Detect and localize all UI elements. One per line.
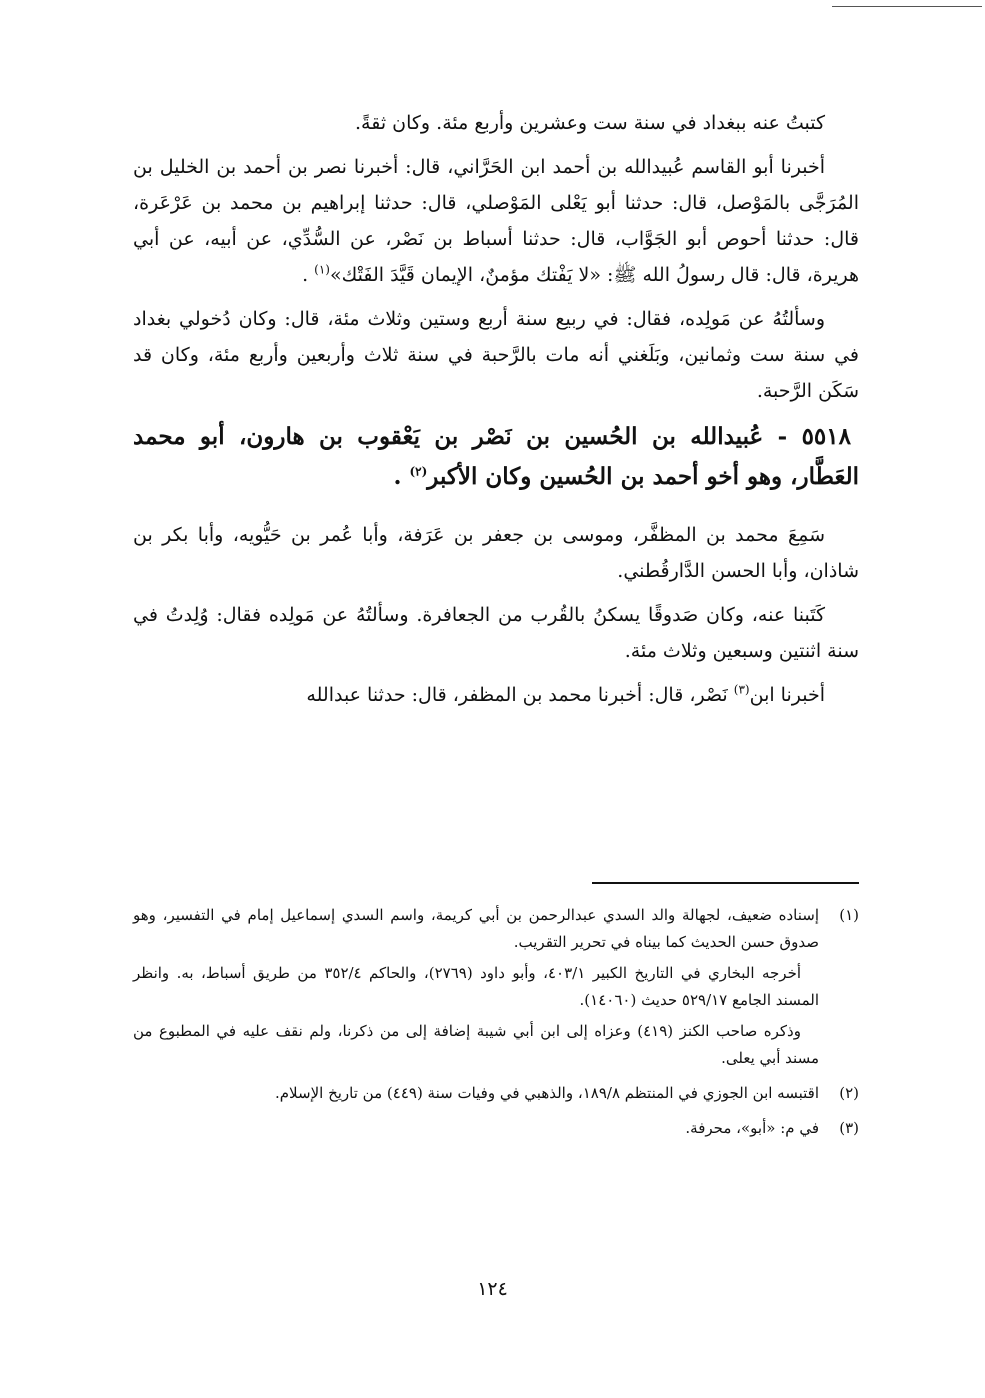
footnote-number: (١) <box>839 906 859 924</box>
footnote-paragraph: وذكره صاحب الكنز (٤١٩) وعزاه إلى ابن أبي شيبة إضافة إلى من ذكرنا، ولم نقف عليه في المطبوع من مسند أبي يعلى. <box>133 1022 819 1067</box>
entry-heading-text: ٥٥١٨ - عُبيدالله بن الحُسين بن نَصْر بن يَعْقوب بن هارون، أبو محمد العَطَّار، وهو أخو أحمد بن الحُسين وكان الأكبر <box>133 423 859 490</box>
paragraph-4: سَمِعَ محمد بن المظفَّر، وموسى بن جعفر بن عَرَفة، وأبا عُمر بن حَيُّويه، وأبا بكر بن شاذان، وأبا الحسن الدَّارقُطني. <box>133 524 859 582</box>
footnote-body <box>133 902 819 1076</box>
paragraph-1: كتبتُ عنه ببغداد في سنة ست وعشرين وأربع مئة. وكان ثقةً. <box>354 112 825 134</box>
footnote-2 <box>133 1080 859 1111</box>
paragraph-5: كَتَبنا عنه، وكان صَدوقًا يسكنُ بالقُرب من الجعافرة. وسألتُهُ عن مَولِده فقال: وُلِدتُ في سنة اثنتين وسبعين وثلاث مئة. <box>133 604 859 662</box>
entry-heading <box>133 417 859 497</box>
footnote-ref-3[interactable]: (٣) <box>733 682 750 697</box>
main-text <box>133 105 859 721</box>
footnote-paragraph: أخرجه البخاري في التاريخ الكبير ٤٠٣/١، وأبو داود (٢٧٦٩)، والحاكم ٣٥٢/٤ من طريق أسباط، به. وانظر المسند الجامع ٥٢٩/١٧ حديث (١٤٠٦٠). <box>133 964 819 1009</box>
page-number: ١٢٤ <box>477 1278 508 1300</box>
footnote-paragraph: في م: «أبو»، محرفة. <box>685 1119 819 1137</box>
footnote-number: (٢) <box>839 1084 859 1102</box>
footnote-1 <box>133 902 859 1076</box>
footnote-number: (٣) <box>839 1119 859 1137</box>
paragraph-6-rest: نَصْر، قال: أخبرنا محمد بن المظفر، قال: حدثنا عبدالله <box>306 684 728 706</box>
footnotes <box>133 902 859 1150</box>
footnote-separator <box>592 882 859 884</box>
footnote-body <box>133 1115 819 1146</box>
paragraph-3: وسألتُهُ عن مَولِده، فقال: في ربيع سنة أربع وستين وثلاث مئة، قال: وكان دُخولي بغداد في سنة ست وثمانين، وبَلَغني أنه مات بالرَّحبة في سنة ثلاث وأربعين وأربع مئة، وكان قد سَكَن الرَّحبة. <box>133 308 859 402</box>
entry-heading-end: . <box>393 463 402 490</box>
footnote-ref-1[interactable]: (١) <box>314 262 330 277</box>
paragraph-2 <box>133 149 859 293</box>
paragraph-6 <box>133 677 859 713</box>
footnote-ref-2[interactable]: (٢) <box>409 464 428 479</box>
footnote-paragraph: إسناده ضعيف، لجهالة والد السدي عبدالرحمن بن أبي كريمة، واسم السدي إسماعيل إمام في التفسير، وهو صدوق حسن الحديث كما بيناه في تحرير التقريب. <box>133 906 819 951</box>
footnote-3 <box>133 1115 859 1146</box>
paragraph-2-end: . <box>302 264 309 286</box>
paragraph-6-start: أخبرنا ابن <box>749 684 825 706</box>
top-edge-rule <box>832 6 982 7</box>
paragraph-2-text: أخبرنا أبو القاسم عُبيدالله بن أحمد ابن الحَرَّاني، قال: أخبرنا نصر بن أحمد بن الخليل بن المُرَجَّى بالمَوْصل، قال: حدثنا أبو يَعْلى المَوْصلي، قال: حدثنا إبراهيم بن محمد بن عَرْعَرة، قال: حدثنا أحوص أبو الجَوَّاب، قال: حدثنا أسباط بن نَصْر، عن السُّدِّي، عن أبيه، عن أبي هريرة، قال: قال رسولُ الله ﷺ: «لا يَفْتك مؤمنٌ، الإيمان قَيَّدَ الفَتْك» <box>133 156 859 286</box>
footnote-paragraph: اقتبسه ابن الجوزي في المنتظم ١٨٩/٨، والذهبي في وفيات سنة (٤٤٩) من تاريخ الإسلام. <box>275 1084 819 1102</box>
footnote-body <box>133 1080 819 1111</box>
